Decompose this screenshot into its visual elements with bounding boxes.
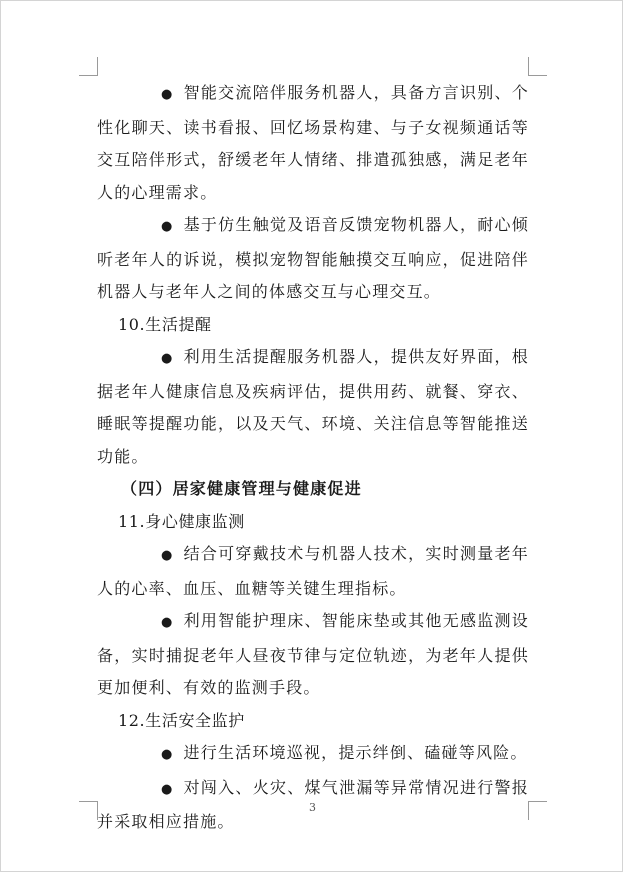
bullet-paragraph-smart-bed: [97, 605, 529, 705]
bullet-icon: ●: [161, 615, 174, 630]
bullet-icon: ●: [161, 219, 174, 234]
corner-mark-top-right: [528, 57, 547, 76]
paragraph-text: 利用生活提醒服务机器人，提供友好界面，根据老年人健康信息及疾病评估，提供用药、就餐、穿衣、睡眠等提醒功能，以及天气、环境、关注信息等智能推送功能。: [97, 347, 529, 466]
bullet-icon: ●: [161, 781, 174, 797]
bullet-icon: ●: [161, 87, 174, 102]
corner-mark-top-left: [79, 57, 98, 76]
paragraph-text: 基于仿生触觉及语音反馈宠物机器人，耐心倾听老年人的诉说，模拟宠物智能触摸交互响应，促进陪伴机器人与老年人之间的体感交互与心理交互。: [97, 215, 529, 301]
paragraph-text: 进行生活环境巡视，提示绊倒、磕碰等风险。: [183, 743, 528, 762]
bullet-icon: ●: [161, 351, 174, 366]
subheading-life-reminder: 10.生活提醒: [118, 314, 212, 334]
paragraph-text: 利用智能护理床、智能床垫或其他无感监测设备，实时捕捉老年人昼夜节律与定位轨迹，为老年人提供更加便利、有效的监测手段。: [97, 611, 529, 697]
bullet-icon: ●: [161, 747, 174, 762]
subheading-safety-monitoring: 12.生活安全监护: [118, 710, 245, 730]
page-number: 3: [309, 801, 316, 814]
bullet-icon: ●: [161, 548, 174, 563]
bullet-paragraph-wearable: [97, 538, 529, 605]
bullet-paragraph-companion-robot: [97, 77, 529, 209]
paragraph-text: 结合可穿戴技术与机器人技术，实时测量老年人的心率、血压、血糖等关键生理指标。: [97, 544, 529, 598]
bullet-paragraph-reminder-robot: [97, 341, 529, 473]
paragraph-text: 智能交流陪伴服务机器人，具备方言识别、个性化聊天、读书看报、回忆场景构建、与子女视频通话等交互陪伴形式，舒缓老年人情绪、排遣孤独感，满足老年人的心理需求。: [97, 83, 529, 202]
section-heading-home-health: （四）居家健康管理与健康促进: [121, 479, 362, 498]
paragraph-text: 对闯入、火灾、煤气泄漏等异常情况进行警报并采取相应措施。: [97, 777, 529, 831]
subheading-health-monitoring: 11.身心健康监测: [118, 511, 245, 531]
bullet-paragraph-patrol: [97, 737, 529, 772]
page-body: [97, 77, 529, 839]
bullet-paragraph-pet-robot: [97, 209, 529, 309]
